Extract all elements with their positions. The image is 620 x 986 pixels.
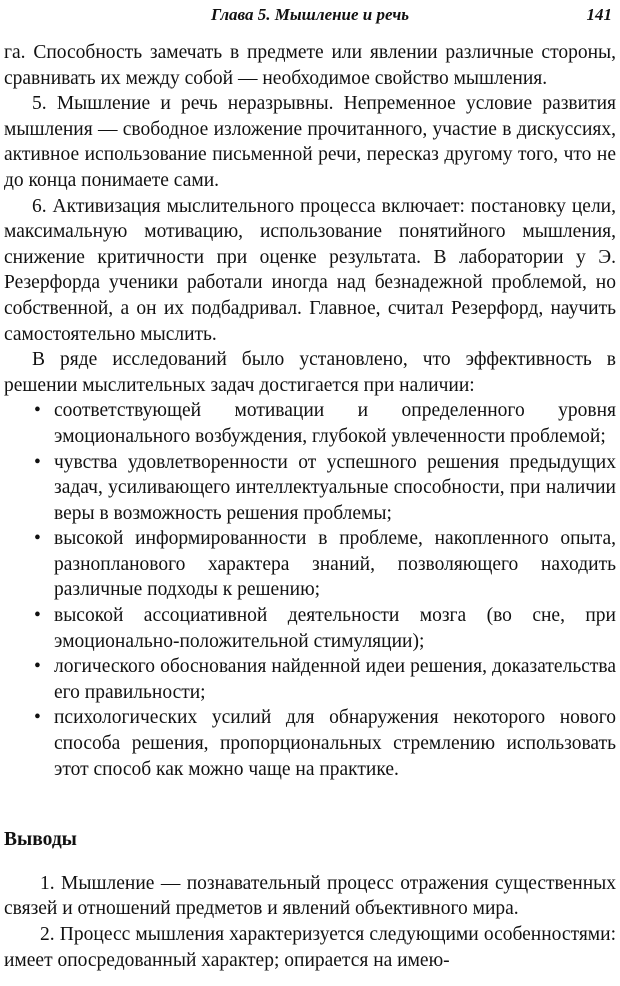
list-item <box>4 654 616 705</box>
list-item <box>4 450 616 527</box>
list-item-text: соответствующей мотивации и определенного уровня эмоционального возбуждения, глубокой увлеченности проблемой; <box>54 400 616 447</box>
list-item-text: высокой информированности в проблеме, накопленного опыта, разнопланового характера знаний, позволяющего находить различные подходы к решению; <box>54 528 616 601</box>
bullet-marker: • <box>34 400 41 422</box>
conclusion-item: 1. Мышление — познавательный процесс отражения существенных связей и отношений предметов и явлений объективного мира. <box>4 872 616 920</box>
section-heading-conclusions: Выводы <box>4 829 77 851</box>
bullet-marker: • <box>34 707 41 729</box>
list-item-text: высокой ассоциативной деятельности мозга (во сне, при эмоционально-положительной стимуляции); <box>54 605 616 652</box>
conclusions-section <box>4 871 616 973</box>
list-item-text: чувства удовлетворенности от успешного решения предыдущих задач, усиливающего интеллектуальные способности, при наличии веры в возможность решения проблемы; <box>54 451 616 524</box>
running-header <box>0 4 620 26</box>
list-item <box>4 603 616 654</box>
chapter-title: Глава 5. Мышление и речь <box>210 5 410 24</box>
paragraph-5: 5. Мышление и речь неразрывны. Непременное условие развития мышления — свободное изложение прочитанного, участие в дискуссиях, активное использование письменной речи, пересказ другому того, что не до конца понимаете сами. <box>4 93 616 191</box>
list-item <box>4 526 616 603</box>
list-item <box>4 398 616 449</box>
page-number: 141 <box>586 5 612 24</box>
conditions-list <box>4 398 616 782</box>
bullet-marker: • <box>34 656 41 678</box>
bullet-marker: • <box>34 605 41 627</box>
list-item <box>4 705 616 782</box>
paragraph-research: В ряде исследований было установлено, что эффективность в решении мыслительных задач достигается при наличии: <box>4 349 616 396</box>
list-item-text: психологических усилий для обнаружения некоторого нового способа решения, пропорциональных стремлению использовать этот способ как можно чаще на практике. <box>54 707 616 780</box>
list-item-text: логического обоснования найденной идеи решения, доказательства его правильности; <box>54 656 616 703</box>
conclusion-item: 2. Процесс мышления характеризуется следующими особенностями: имеет опосредованный характер; опирается на имею- <box>4 924 616 971</box>
page-body <box>4 40 616 973</box>
bullet-marker: • <box>34 451 41 473</box>
paragraph-continuation: га. Способность замечать в предмете или явлении различные стороны, сравнивать их между собой — необходимое свойство мышления. <box>4 42 616 89</box>
paragraph-6: 6. Активизация мыслительного процесса включает: постановку цели, максимальную мотивацию, использование понятийного мышления, снижение критичности при оценке результата. В лаборатории у Э. Резерфорда ученики работали иногда над безнадежной проблемой, но собственной, а он их подбадривал. Главное, считал Резерфорд, научить самостоятельно мыслить. <box>4 195 616 345</box>
bullet-marker: • <box>34 528 41 550</box>
